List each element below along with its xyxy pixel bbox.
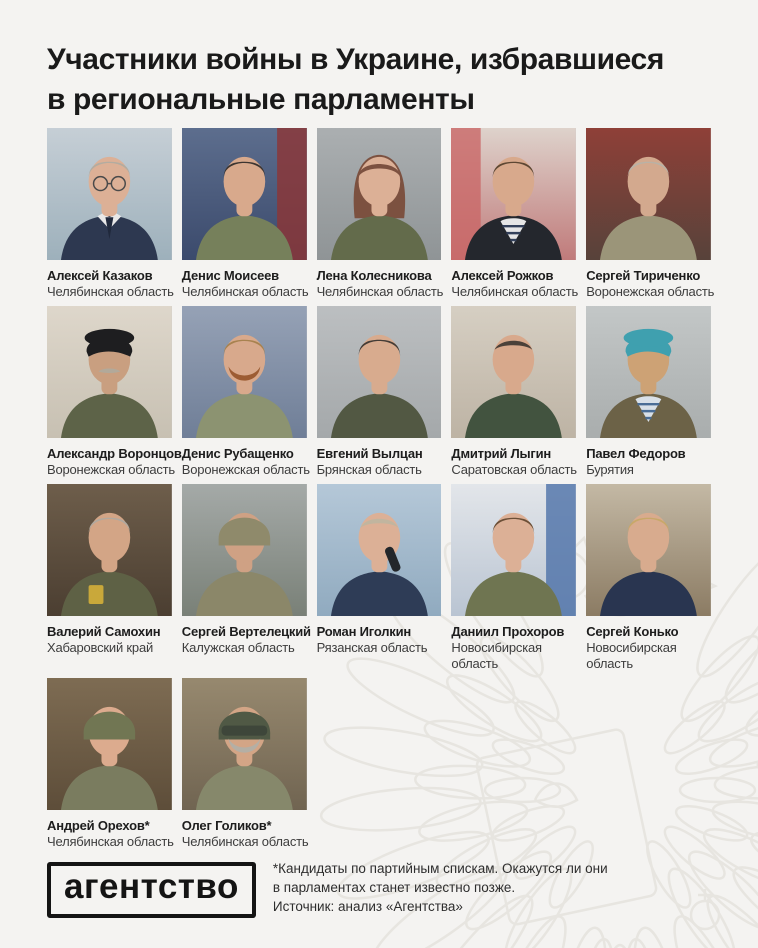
person-region: Челябинская область bbox=[181, 284, 309, 299]
person-photo bbox=[586, 484, 711, 616]
person-card bbox=[451, 484, 576, 672]
person-name: Роман Иголкин bbox=[316, 624, 412, 639]
person-card bbox=[317, 306, 442, 478]
person-region: Рязанская область bbox=[316, 640, 428, 655]
person-card bbox=[47, 128, 172, 300]
person-name: Алексей Казаков bbox=[47, 268, 153, 283]
person-photo bbox=[182, 128, 307, 260]
person-region: Калужская область bbox=[181, 640, 295, 655]
person-name: Евгений Вылцан bbox=[316, 446, 423, 461]
person-name: Даниил Прохоров bbox=[451, 624, 565, 639]
person-region: Челябинская область bbox=[181, 834, 309, 849]
person-region: Челябинская область bbox=[316, 284, 444, 299]
person-card bbox=[182, 128, 307, 300]
person-region: Саратовская область bbox=[451, 462, 577, 477]
title-line-1: Участники войны в Украине, избравшиеся bbox=[47, 43, 664, 76]
footnote bbox=[273, 859, 608, 916]
person-region: Хабаровский край bbox=[47, 640, 154, 655]
footnote-line-1: *Кандидаты по партийным спискам. Окажутся ли они bbox=[272, 861, 608, 876]
footnote-line-2: в парламентах станет известно позже. bbox=[272, 880, 516, 895]
person-photo bbox=[451, 484, 576, 616]
person-name: Александр Воронцов bbox=[47, 446, 182, 461]
person-name: Дмитрий Лыгин bbox=[451, 446, 552, 461]
person-photo bbox=[317, 128, 442, 260]
person-photo bbox=[47, 678, 172, 810]
person-region: Брянская область bbox=[316, 462, 422, 477]
person-card bbox=[586, 128, 715, 300]
person-name: Лена Колесникова bbox=[316, 268, 432, 283]
person-region: Воронежская область bbox=[181, 462, 310, 477]
person-card bbox=[451, 306, 576, 478]
people-grid bbox=[47, 128, 715, 850]
person-card bbox=[47, 678, 172, 850]
person-photo bbox=[47, 306, 172, 438]
person-name: Валерий Самохин bbox=[47, 624, 161, 639]
person-name: Денис Рубащенко bbox=[181, 446, 294, 461]
person-card bbox=[586, 306, 711, 478]
person-name: Сергей Конько bbox=[586, 624, 679, 639]
person-photo bbox=[182, 678, 307, 810]
agency-logo bbox=[47, 862, 256, 918]
page-title bbox=[47, 40, 711, 120]
person-card bbox=[47, 484, 172, 672]
person-card bbox=[586, 484, 711, 672]
person-photo bbox=[586, 306, 711, 438]
person-region: Бурятия bbox=[586, 462, 634, 477]
person-name: Андрей Орехов* bbox=[47, 818, 150, 833]
person-photo bbox=[451, 128, 576, 260]
title-line-2: в региональные парламенты bbox=[47, 83, 475, 116]
person-card bbox=[181, 484, 311, 672]
person-region: Челябинская область bbox=[47, 834, 174, 849]
person-name: Сергей Вертелецкий bbox=[181, 624, 311, 639]
person-photo bbox=[586, 128, 711, 260]
person-card bbox=[317, 128, 442, 300]
footer bbox=[47, 862, 711, 918]
person-card bbox=[181, 306, 310, 478]
agency-logo-text: агентство bbox=[64, 867, 239, 906]
person-name: Сергей Тириченко bbox=[586, 268, 701, 283]
person-region: Воронежская область bbox=[586, 284, 715, 299]
person-name: Алексей Рожков bbox=[451, 268, 554, 283]
person-region: Челябинская область bbox=[47, 284, 174, 299]
person-photo bbox=[182, 306, 307, 438]
person-region: Челябинская область bbox=[451, 284, 579, 299]
person-card bbox=[317, 484, 442, 672]
person-photo bbox=[451, 306, 576, 438]
person-photo bbox=[47, 484, 172, 616]
person-name: Олег Голиков* bbox=[181, 818, 272, 833]
person-photo bbox=[317, 484, 442, 616]
person-card bbox=[47, 306, 182, 478]
person-photo bbox=[182, 484, 307, 616]
person-name: Денис Моисеев bbox=[181, 268, 279, 283]
person-region: Новосибирская область bbox=[451, 640, 542, 671]
person-region: Воронежская область bbox=[47, 462, 176, 477]
person-photo bbox=[317, 306, 442, 438]
footnote-line-3: Источник: анализ «Агентства» bbox=[272, 899, 463, 914]
person-region: Новосибирская область bbox=[586, 640, 677, 671]
person-card bbox=[451, 128, 579, 300]
person-photo bbox=[47, 128, 172, 260]
person-name: Павел Федоров bbox=[586, 446, 686, 461]
person-card bbox=[182, 678, 307, 850]
